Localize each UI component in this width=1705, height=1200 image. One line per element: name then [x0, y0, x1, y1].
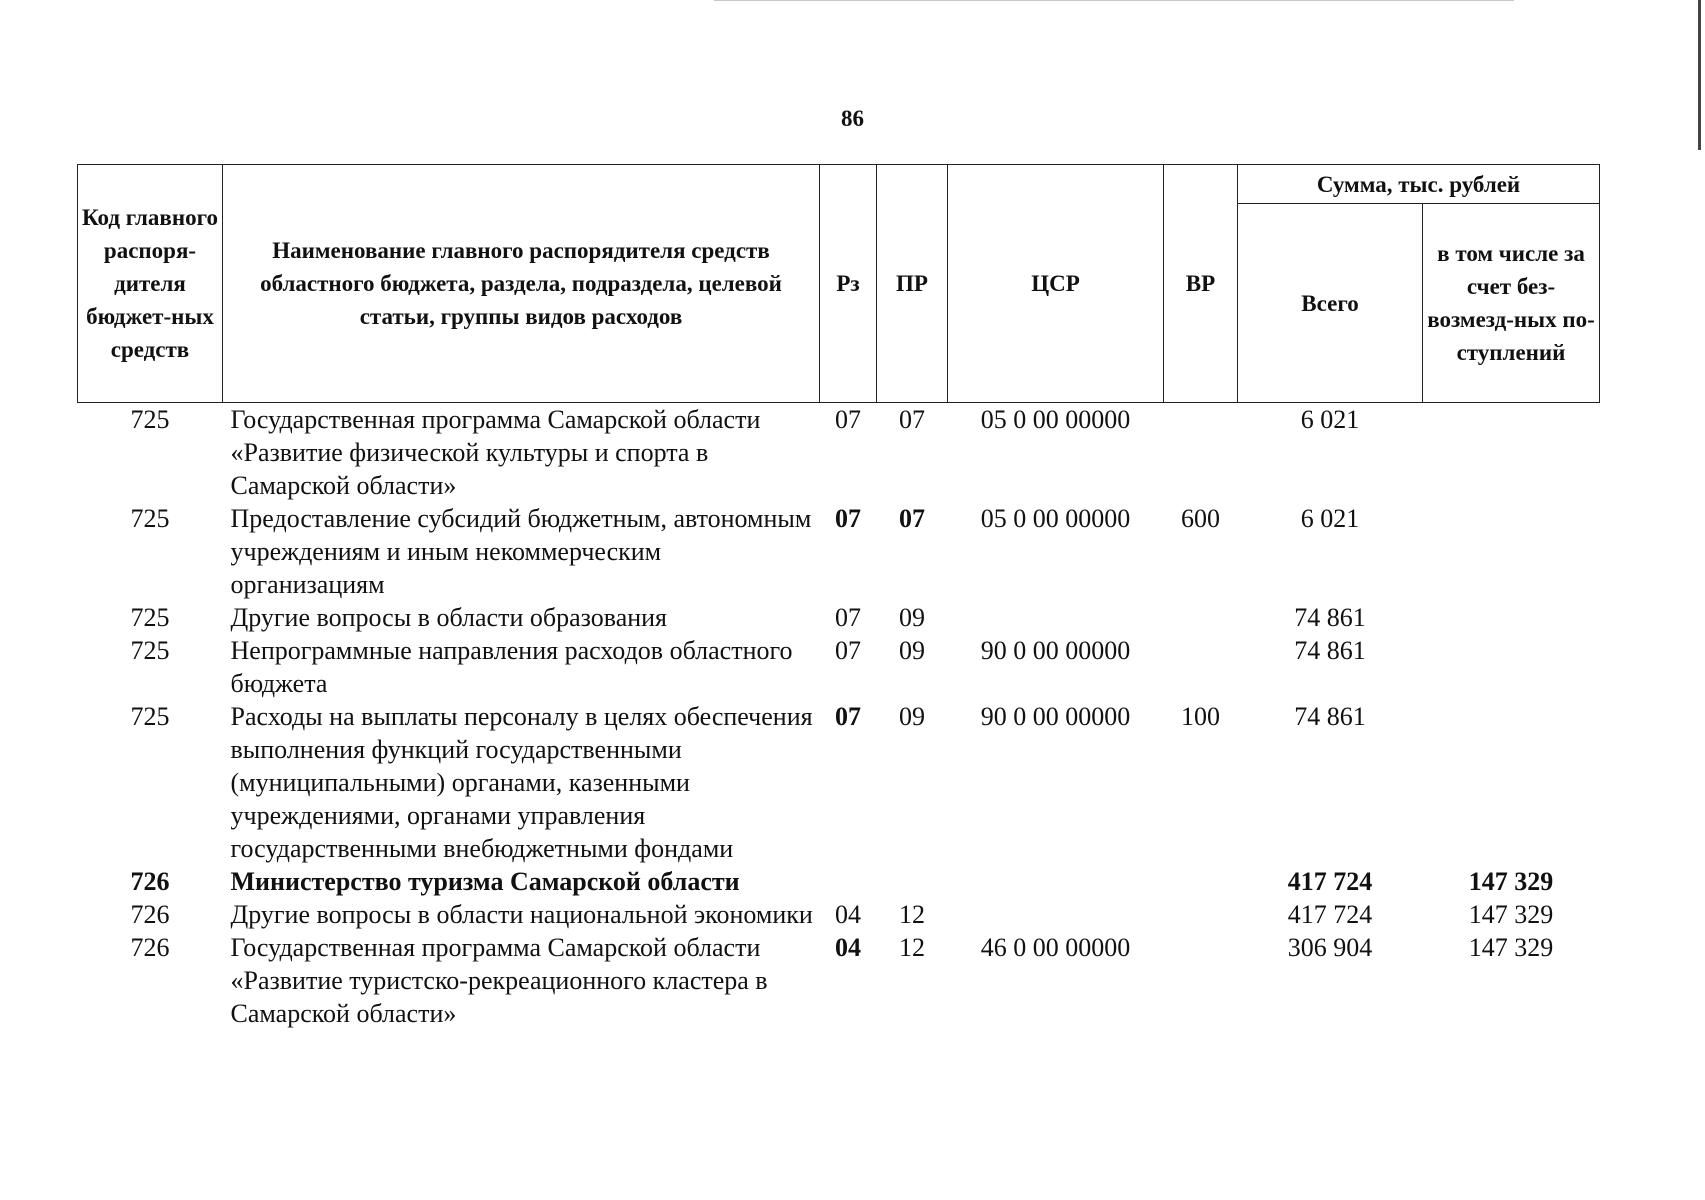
cell-csr: 05 0 00 00000 — [980, 504, 1131, 533]
cell-incl: 147 329 — [1468, 900, 1554, 929]
cell-code: 726 — [130, 900, 170, 929]
cell-pr: 09 — [899, 636, 925, 665]
header-sum-group: Сумма, тыс. рублей — [1238, 165, 1600, 204]
budget-table — [77, 164, 1600, 1030]
cell-vr — [1164, 865, 1238, 898]
cell-name: Другие вопросы в области национальной экономики — [230, 900, 813, 929]
table-row — [78, 931, 1600, 1030]
cell-code: 725 — [130, 504, 170, 533]
cell-vr — [1164, 601, 1238, 634]
cell-incl — [1423, 403, 1600, 503]
cell-csr — [948, 601, 1164, 634]
header-pr: ПР — [877, 165, 948, 403]
cell-incl — [1423, 502, 1600, 601]
cell-csr: 05 0 00 00000 — [980, 405, 1131, 434]
header-csr: ЦСР — [948, 165, 1164, 403]
cell-pr — [877, 865, 948, 898]
cell-incl — [1423, 601, 1600, 634]
cell-csr: 46 0 00 00000 — [980, 933, 1131, 962]
cell-total: 6 021 — [1300, 405, 1360, 434]
cell-csr — [948, 865, 1164, 898]
cell-incl: 147 329 — [1468, 933, 1554, 962]
cell-vr — [1164, 634, 1238, 700]
cell-total: 417 724 — [1287, 900, 1373, 929]
table-row — [78, 601, 1600, 634]
cell-code: 725 — [130, 405, 170, 434]
cell-code: 726 — [130, 933, 170, 962]
cell-pr: 07 — [899, 405, 925, 434]
header-total: Всего — [1238, 204, 1423, 403]
cell-incl — [1423, 700, 1600, 865]
cell-csr: 90 0 00 00000 — [980, 636, 1131, 665]
header-vr: ВР — [1164, 165, 1238, 403]
cell-code: 725 — [130, 636, 170, 665]
cell-name: Расходы на выплаты персоналу в целях обеспечения выполнения функций государственными (муниципальными) органами, казенными учреждениями, органами управления государственными внебюджетными фондами — [230, 702, 813, 863]
cell-vr — [1164, 403, 1238, 503]
cell-incl — [1423, 634, 1600, 700]
cell-rz: 07 — [835, 702, 861, 731]
cell-code: 725 — [130, 603, 170, 632]
cell-pr: 09 — [899, 603, 925, 632]
cell-vr — [1164, 931, 1238, 1030]
cell-incl: 147 329 — [1468, 867, 1554, 896]
top-scan-rule — [714, 0, 1514, 1]
cell-rz: 07 — [835, 636, 861, 665]
cell-total: 74 861 — [1294, 636, 1366, 665]
cell-total: 306 904 — [1287, 933, 1373, 962]
cell-csr — [948, 898, 1164, 931]
cell-pr: 12 — [899, 933, 925, 962]
table-row-ministry — [78, 865, 1600, 898]
cell-rz: 04 — [835, 900, 861, 929]
header-code: Код главного распоря-дителя бюджет-ных средств — [78, 165, 223, 403]
cell-vr: 600 — [1181, 504, 1220, 533]
cell-name: Другие вопросы в области образования — [230, 603, 668, 632]
cell-rz — [820, 865, 877, 898]
cell-rz: 04 — [835, 933, 861, 962]
cell-pr: 07 — [899, 504, 925, 533]
table-row — [78, 634, 1600, 700]
cell-name: Министерство туризма Самарской области — [230, 867, 740, 896]
table-row — [78, 898, 1600, 931]
cell-pr: 12 — [899, 900, 925, 929]
cell-total: 6 021 — [1300, 504, 1360, 533]
cell-total: 417 724 — [1287, 867, 1373, 896]
cell-rz: 07 — [835, 603, 861, 632]
cell-vr: 100 — [1181, 702, 1220, 731]
cell-name: Государственная программа Самарской области «Развитие физической культуры и спорта в Самарской области» — [230, 405, 761, 500]
table-row — [78, 403, 1600, 503]
cell-pr: 09 — [899, 702, 925, 731]
cell-code: 726 — [130, 867, 170, 896]
table-row — [78, 502, 1600, 601]
cell-total: 74 861 — [1294, 702, 1366, 731]
cell-name: Государственная программа Самарской области «Развитие туристско-рекреационного кластера в Самарской области» — [230, 933, 768, 1028]
cell-code: 725 — [130, 702, 170, 731]
header-incl: в том числе за счет без-возмезд-ных по-ступлений — [1423, 204, 1600, 403]
header-name: Наименование главного распорядителя средств областного бюджета, раздела, подраздела, целевой статьи, группы видов расходов — [223, 165, 820, 403]
header-rz: Рз — [820, 165, 877, 403]
cell-total: 74 861 — [1294, 603, 1366, 632]
page-number: 86 — [841, 106, 864, 131]
cell-vr — [1164, 898, 1238, 931]
cell-rz: 07 — [835, 405, 861, 434]
cell-csr: 90 0 00 00000 — [980, 702, 1131, 731]
cell-name: Непрограммные направления расходов областного бюджета — [230, 636, 793, 698]
cell-name: Предоставление субсидий бюджетным, автономным учреждениям и иным некоммерческим организациям — [230, 504, 812, 599]
table-row — [78, 700, 1600, 865]
cell-rz: 07 — [835, 504, 861, 533]
